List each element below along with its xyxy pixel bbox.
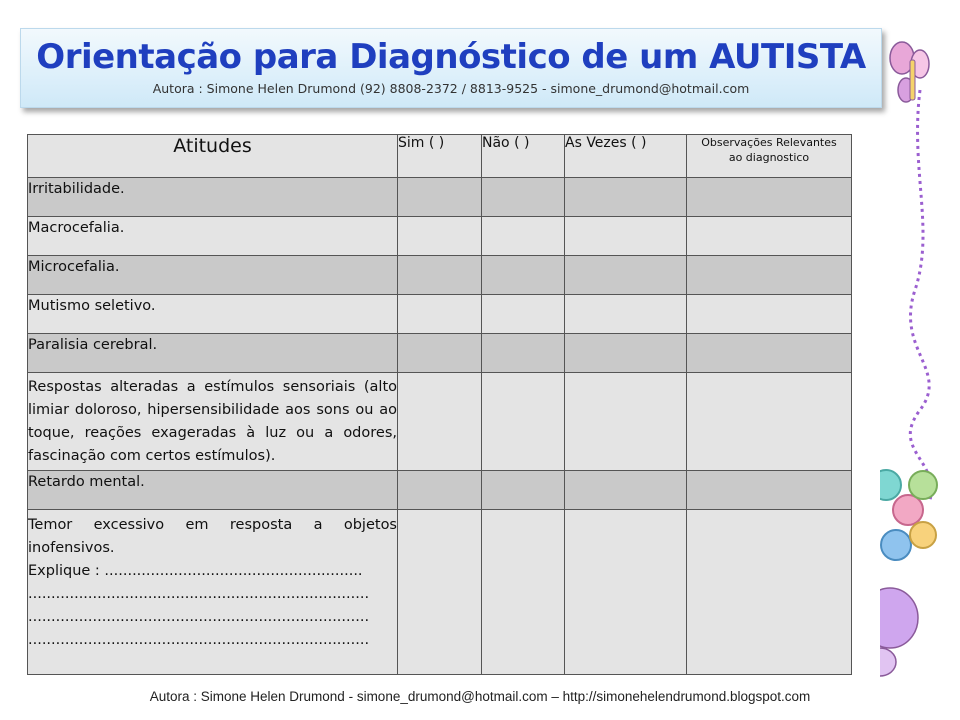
cell-nao[interactable] [482,471,565,510]
cell-observations[interactable] [687,178,852,217]
cell-nao[interactable] [482,295,565,334]
dotted-line: .......................................................................... [28,586,370,602]
dotted-line: .......................................................................... [28,609,370,625]
cell-sim[interactable] [398,295,482,334]
cell-sim[interactable] [398,217,482,256]
cell-observations[interactable] [687,510,852,675]
row-label: Macrocefalia. [28,217,398,256]
cell-nao[interactable] [482,510,565,675]
cell-nao[interactable] [482,334,565,373]
table-row [28,510,852,675]
title-banner [20,28,882,108]
row-label-with-explain [28,510,398,675]
table-row [28,217,852,256]
row-label: Respostas alteradas a estímulos sensoriais (alto limiar doloroso, hipersensibilidade aos sons ou ao toque, reações exageradas à luz ou a odores, fascinação com certos estímulos). [28,373,398,471]
cell-sim[interactable] [398,510,482,675]
cell-nao[interactable] [482,256,565,295]
cell-as-vezes[interactable] [565,256,687,295]
dotted-trail [910,90,931,500]
cell-observations[interactable] [687,373,852,471]
table-row [28,471,852,510]
cell-nao[interactable] [482,178,565,217]
header-observations-line1: Observações Relevantes [701,136,837,149]
author-subtitle: Autora : Simone Helen Drumond (92) 8808-2372 / 8813-9525 - simone_drumond@hotmail.com [152,81,750,96]
cell-observations[interactable] [687,471,852,510]
cell-as-vezes[interactable] [565,510,687,675]
cell-nao[interactable] [482,373,565,471]
butterfly-icon [890,42,929,102]
cell-sim[interactable] [398,256,482,295]
cell-as-vezes[interactable] [565,471,687,510]
butterfly-icon [880,588,918,680]
dotted-line: .......................................................................... [28,632,370,648]
table-row [28,256,852,295]
header-sim: Sim ( ) [398,135,482,178]
decoration-strip [880,30,960,680]
cell-observations[interactable] [687,334,852,373]
cell-observations[interactable] [687,217,852,256]
explain-line: Explique : ........................................................ [28,563,363,579]
diagnosis-table [27,134,852,675]
row-label: Microcefalia. [28,256,398,295]
cell-observations[interactable] [687,295,852,334]
table-row [28,373,852,471]
cell-sim[interactable] [398,373,482,471]
cell-as-vezes[interactable] [565,334,687,373]
header-observations-line2: ao diagnostico [728,151,810,164]
cell-sim[interactable] [398,334,482,373]
header-attitudes: Atitudes [28,135,398,178]
page-title: Orientação para Diagnóstico de um AUTISTA [36,37,866,77]
cell-observations[interactable] [687,256,852,295]
cell-as-vezes[interactable] [565,373,687,471]
header-observations [687,135,852,178]
row-label: Mutismo seletivo. [28,295,398,334]
header-as-vezes: As Vezes ( ) [565,135,687,178]
table-row [28,295,852,334]
table-row [28,334,852,373]
cell-nao[interactable] [482,217,565,256]
cell-as-vezes[interactable] [565,217,687,256]
header-row [28,135,852,178]
header-nao: Não ( ) [482,135,565,178]
row-label: Retardo mental. [28,471,398,510]
buttons-icon [880,470,937,560]
cell-sim[interactable] [398,471,482,510]
cell-as-vezes[interactable] [565,178,687,217]
footer-credit: Autora : Simone Helen Drumond - simone_drumond@hotmail.com – http://simonehelendrumond.blogspot.com [149,689,811,704]
row-label: Temor excessivo em resposta a objetos inofensivos. [28,517,397,556]
table-row [28,178,852,217]
cell-sim[interactable] [398,178,482,217]
row-label: Irritabilidade. [28,178,398,217]
row-label: Paralisia cerebral. [28,334,398,373]
cell-as-vezes[interactable] [565,295,687,334]
